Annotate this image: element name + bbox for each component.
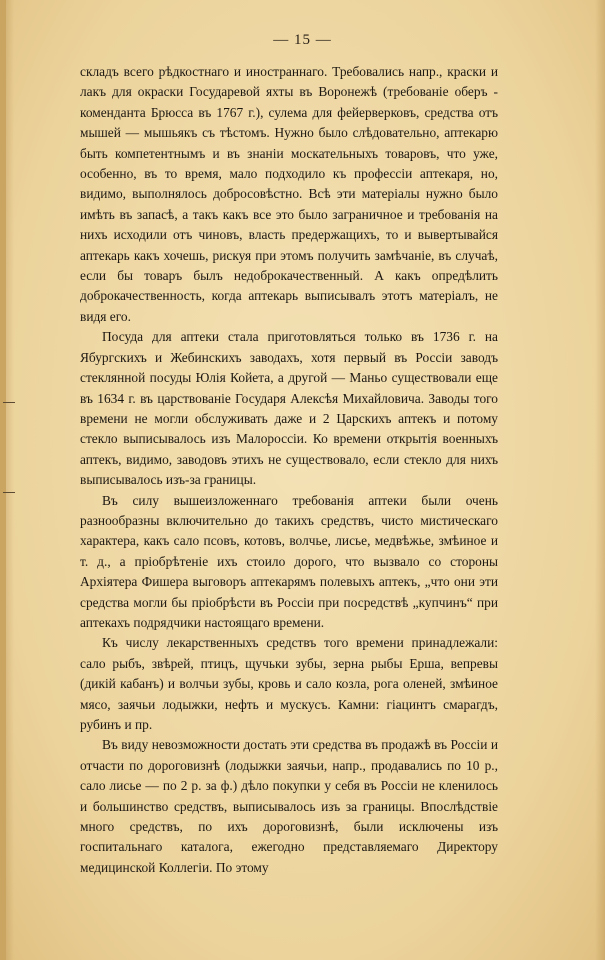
paragraph-1: складъ всего рѣдкостнаго и иностраннаго. Требовались напр., краски и лакъ для окраски Государевой яхты въ Воронежѣ (требованіе оберъ - коменданта Брюсса въ 1767 г.), сулема для фейерверковъ, средства отъ мышей — мышьякъ съ тѣстомъ. Нужно было слѣдовательно, аптекарю быть компетентнымъ и въ знаніи москательныхъ товаровъ, что уже, особенно, въ то время, мало подходило къ профессіи аптекаря, но, видимо, выполнялось добросовѣстно. Всѣ эти матеріалы нужно было имѣть въ запасѣ, а такъ какъ все это было заграничное и требованія на нихъ исходили отъ чиновъ, власть предержащихъ, то и вывертывайся аптекарь какъ хочешь, рискуя при этомъ получить замѣчаніе, въ случаѣ, если бы товаръ былъ недоброкачественный. А какъ опредѣлить доброкачественность, когда аптекарь выписывалъ этотъ матеріалъ, не видя его.: [80, 64, 498, 324]
paragraph-2: Посуда для аптеки стала приготовляться только въ 1736 г. на Ябургскихъ и Жебинскихъ заводахъ, хотя первый въ Россіи заводъ стеклянной посуды Юлія Койета, а другой — Маньо существовали еще въ 1634 г. въ царствованіе Государя Алексѣя Михайловича. Заводы того времени не могли обслуживать даже и 2 Царскихъ аптекъ и потому стекло выписывалось изъ Малороссіи. Ко времени открытія военныхъ аптекъ, видимо, заводовъ этихъ не существовало, если стекло для нихъ выписывалось изъ-за границы.: [80, 329, 498, 488]
margin-mark: [3, 402, 15, 403]
margin-mark: [3, 492, 15, 493]
body-text: [80, 62, 498, 878]
paragraph-4: Къ числу лекарственныхъ средствъ того времени принадлежали: сало рыбъ, звѣрей, птицъ, щучьки зубы, зерна рыбы Ерша, вепревы (дикій кабанъ) и волчьи зубы, кровь и сало козла, рога оленей, змѣиное мясо, заячьи лодыжки, нефть и мускусъ. Камни: гіацинтъ смарагдъ, рубинъ и пр.: [80, 635, 498, 732]
paragraph-3: Въ силу вышеизложеннаго требованія аптеки были очень разнообразны включительно до такихъ средствъ, чисто мистическаго характера, какъ сало псовъ, котовъ, волчье, лисье, медвѣжье, змѣиное и т. д., а пріобрѣтеніе ихъ стоило дорого, что вызвало со стороны Архіятера Фишера выговоръ аптекарямъ полевыхъ аптекъ, „что они эти средства могли бы пріобрѣсти въ Россіи при посредствѣ „купчинъ“ при аптекахъ подрядчики настоящаго времени.: [80, 492, 498, 630]
binding-edge: [0, 0, 6, 960]
paragraph-5: Въ виду невозможности достать эти средства въ продажѣ въ Россіи и отчасти по дороговизнѣ (лодыжки заячьи, напр., продавались по 10 р., сало лисье — по 2 р. за ф.) дѣло покупки у себя въ Россіи не кленилось и большинство средствъ, выписывалось изъ за границы. Впослѣдствіе много средствъ, по ихъ дороговизнѣ, были исключены изъ госпитальнаго каталога, ежегодно представляемаго Директору медицинской Коллегіи. По этому: [80, 737, 498, 875]
page-number: — 15 —: [273, 32, 332, 48]
